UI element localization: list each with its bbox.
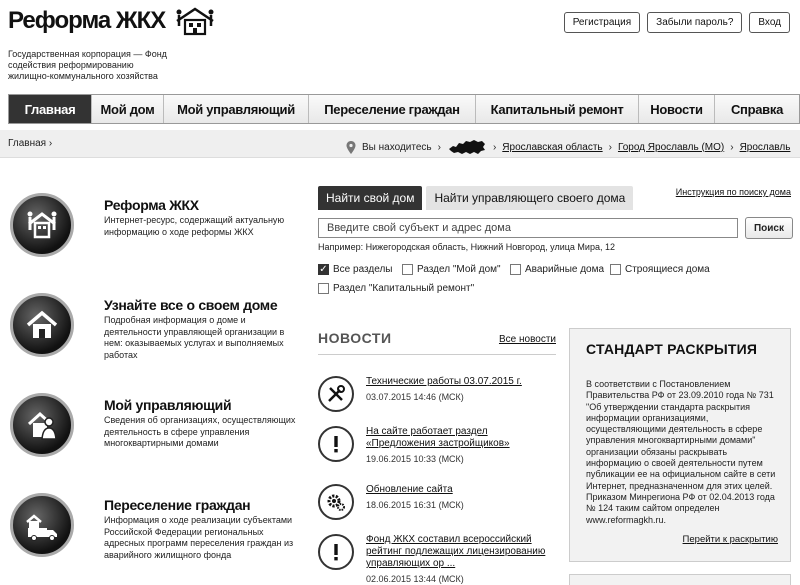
forgot-password-button[interactable]: Забыли пароль?: [647, 12, 742, 33]
tools-icon: [318, 376, 354, 412]
site-logo[interactable]: [8, 6, 219, 36]
breadcrumb-separator: ›: [437, 141, 441, 153]
breadcrumb-bar: [0, 130, 800, 158]
feature-title: Узнайте все о своем доме: [104, 297, 278, 313]
divider: [318, 354, 556, 355]
main-menu: [8, 94, 800, 124]
filter-label: Раздел "Мой дом": [417, 264, 501, 275]
gears-icon: [318, 484, 354, 520]
checkbox[interactable]: [610, 264, 621, 275]
filter-building[interactable]: [610, 264, 710, 275]
feature-reform[interactable]: [0, 175, 305, 265]
search-input[interactable]: Введите свой субъект и адрес дома: [318, 218, 738, 238]
reform-house-icon: [10, 193, 74, 257]
site-subtitle: Государственная корпорация — Фонд содействия реформированию жилищно-коммунального хозяйства: [8, 49, 167, 81]
checkbox[interactable]: [402, 264, 413, 275]
feature-my-house[interactable]: [0, 275, 305, 365]
menu-item-help[interactable]: Справка: [730, 101, 784, 117]
location-breadcrumb: [346, 137, 790, 157]
filter-label: Строящиеся дома: [625, 264, 710, 275]
news-item-title[interactable]: Обновление сайта: [366, 484, 453, 495]
feature-text: Интернет-ресурс, содержащий актуальную информацию о ходе реформы ЖКХ: [104, 215, 285, 237]
tab-find-house[interactable]: Найти свой дом: [318, 186, 422, 210]
tab-find-manager[interactable]: Найти управляющего своего дома: [426, 186, 633, 210]
feature-text: Подробная информация о доме и деятельности управляющей организации в нем: оказываемых услугах и выполняемых работах: [104, 315, 285, 360]
filter-capital-repair[interactable]: [318, 283, 474, 294]
breadcrumb-separator: ›: [730, 141, 734, 153]
register-button[interactable]: Регистрация: [564, 12, 640, 33]
feature-text: Сведения об организациях, осуществляющих деятельность в сфере управления многоквартирными домами: [104, 415, 296, 448]
menu-item-news[interactable]: Новости: [639, 95, 715, 123]
checkbox[interactable]: [318, 283, 329, 294]
house-search: [318, 186, 793, 294]
all-news-link[interactable]: Все новости: [498, 334, 556, 345]
location-pin-icon: [346, 141, 356, 154]
feature-my-manager[interactable]: [0, 375, 305, 465]
menu-item-resettlement[interactable]: Переселение граждан: [309, 95, 476, 123]
feature-title: Мой управляющий: [104, 397, 232, 413]
news-item-date: 02.06.2015 13:44 (МСК): [366, 574, 464, 584]
house-icon: [10, 293, 74, 357]
breadcrumb-street[interactable]: Ярославль: [739, 141, 791, 153]
filter-label: Раздел "Капитальный ремонт": [333, 283, 475, 294]
breadcrumb-city[interactable]: Город Ярославль (МО): [617, 141, 725, 153]
disclosure-title: СТАНДАРТ РАСКРЫТИЯ: [586, 341, 758, 357]
filter-emergency[interactable]: [510, 264, 604, 275]
news-item-date: 18.06.2015 16:31 (МСК): [366, 500, 464, 510]
breadcrumb: [8, 138, 52, 149]
feature-title: Реформа ЖКХ: [104, 197, 199, 213]
location-label: Вы находитесь: [362, 141, 432, 153]
logo-house-people-icon: [171, 6, 219, 36]
disclosure-text: В соответствии с Постановлением Правительства РФ от 23.09.2010 года № 731 "Об утверждении стандарта раскрытия информации организациями, осуществляющими деятельность в сфере управления многоквартирными домами" организации обязаны раскрывать информацию о своей деятельности путем публикации ее на официальном сайте в сети Интернет, предназначенном для этих целей. Приказом Минрегиона РФ от 02.04.2013 года № 124 таким сайтом определен www.reformagkh.ru.: [586, 379, 776, 525]
feature-title: Переселение граждан: [104, 497, 251, 513]
filter-my-house[interactable]: [402, 264, 501, 275]
breadcrumb-separator: ›: [48, 138, 53, 149]
search-instruction-link[interactable]: Инструкция по поиску дома: [675, 187, 791, 197]
manager-icon: [10, 393, 74, 457]
breadcrumb-separator: ›: [608, 141, 612, 153]
auth-buttons: [564, 12, 790, 33]
exclamation-icon: [318, 426, 354, 462]
news-item-title[interactable]: Технические работы 03.07.2015 г.: [366, 376, 522, 387]
logo-text: Реформа ЖКХ: [8, 7, 166, 34]
go-to-disclosure-link[interactable]: Перейти к раскрытию: [682, 534, 778, 545]
breadcrumb-region[interactable]: Ярославская область: [502, 141, 603, 153]
filter-label: Аварийные дома: [525, 264, 605, 275]
news-item-date: 19.06.2015 10:33 (МСК): [366, 454, 464, 464]
breadcrumb-home[interactable]: Главная: [8, 138, 47, 149]
menu-item-capital-repair[interactable]: Капитальный ремонт: [476, 95, 639, 123]
news-title: НОВОСТИ: [318, 330, 392, 346]
disclosure-standard-panel: [569, 328, 791, 562]
news-item-title[interactable]: На сайте работает раздел «Предложения застройщиков»: [366, 426, 510, 449]
login-button[interactable]: Вход: [749, 12, 790, 33]
search-example: Например: Нижегородская область, Нижний Новгород, улица Мира, 12: [318, 242, 615, 252]
news-item-date: 03.07.2015 14:46 (МСК): [366, 392, 464, 402]
breadcrumb-separator: ›: [492, 141, 497, 153]
news-block: [318, 330, 556, 584]
news-item-title[interactable]: Фонд ЖКХ составил всероссийский рейтинг подлежащих лицензированию управляющих ор ...: [366, 534, 546, 569]
truck-icon: [10, 493, 74, 557]
checkbox[interactable]: [510, 264, 521, 275]
russia-map-icon[interactable]: [447, 137, 487, 157]
checkbox-checked[interactable]: ✓: [319, 263, 328, 275]
feature-text: Информация о ходе реализации субъектами Российской Федерации региональных адресных программ переселения граждан из аварийного жилищного фонда: [104, 515, 294, 560]
menu-item-my-manager[interactable]: Мой управляющий: [164, 95, 309, 123]
feature-resettlement[interactable]: [0, 475, 305, 565]
filter-all-sections[interactable]: [318, 264, 392, 275]
secondary-panel: [569, 574, 791, 585]
filter-label: Все разделы: [333, 264, 393, 275]
exclamation-icon: [318, 534, 354, 570]
menu-item-home[interactable]: Главная: [9, 95, 92, 123]
menu-item-my-house[interactable]: Мой дом: [92, 95, 164, 123]
search-button[interactable]: Поиск: [745, 217, 793, 239]
